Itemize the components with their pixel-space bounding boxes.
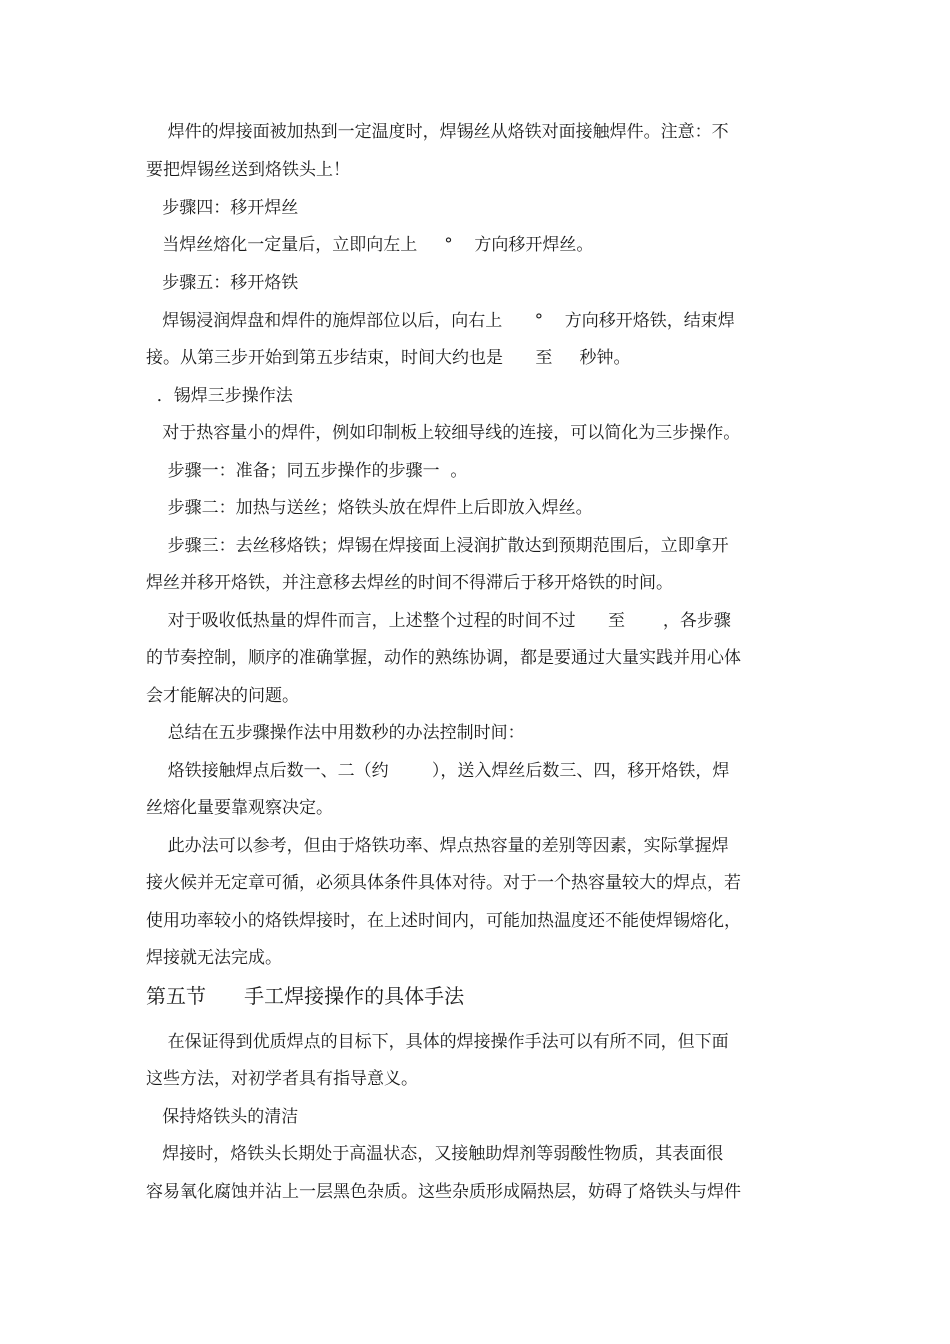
text-line: 对于热容量小的焊件，例如印制板上较细导线的连接，可以简化为三步操作。 [146,423,741,443]
text-line: 烙铁接触焊点后数一、二（约 ），送入焊丝后数三、四，移开烙铁，焊 [146,761,730,781]
text-line: ．锡焊三步操作法 [146,386,293,406]
text-line: 当焊丝熔化一定量后，立即向左上 ° 方向移开焊丝。 [146,235,594,255]
text-line: 总结在五步骤操作法中用数秒的办法控制时间： [146,723,525,743]
text-line: 保持烙铁头的清洁 [146,1107,299,1127]
text-line: 步骤二：加热与送丝；烙铁头放在焊件上后即放入焊丝。 [146,498,593,518]
text-line: 步骤四：移开焊丝 [146,198,299,218]
section-heading: 第五节 手工焊接操作的具体手法 [146,984,465,1008]
text-line: 焊件的焊接面被加热到一定温度时，焊锡丝从烙铁对面接触焊件。注意：不 [146,122,729,142]
text-line: 此办法可以参考，但由于烙铁功率、焊点热容量的差别等因素，实际掌握焊 [146,836,729,856]
text-line: 要把焊锡丝送到烙铁头上！ [146,160,350,180]
text-line: 焊接就无法完成。 [146,948,282,968]
text-line: 焊锡浸润焊盘和焊件的施焊部位以后，向右上 ° 方向移开烙铁，结束焊 [146,311,735,331]
text-line: 接。从第三步开始到第五步结束，时间大约也是 至 秒钟。 [146,348,631,368]
text-line: 对于吸收低热量的焊件而言，上述整个过程的时间不过 至 ，各步骤 [146,611,731,631]
text-line: 的节奏控制，顺序的准确掌握，动作的熟练协调，都是要通过大量实践并用心体 [146,648,741,668]
text-line: 步骤一：准备；同五步操作的步骤一 。 [146,461,468,481]
text-line: 焊丝并移开烙铁，并注意移去焊丝的时间不得滞后于移开烙铁的时间。 [146,573,673,593]
text-line: 步骤三：去丝移烙铁；焊锡在焊接面上浸润扩散达到预期范围后，立即拿开 [146,536,729,556]
text-line: 容易氧化腐蚀并沾上一层黑色杂质。这些杂质形成隔热层，妨碍了烙铁头与焊件 [146,1182,741,1202]
text-line: 焊接时，烙铁头长期处于高温状态，又接触助焊剂等弱酸性物质，其表面很 [146,1144,724,1164]
text-line: 步骤五：移开烙铁 [146,273,299,293]
text-line: 接火候并无定章可循，必须具体条件具体对待。对于一个热容量较大的焊点，若 [146,873,741,893]
text-line: 在保证得到优质焊点的目标下，具体的焊接操作手法可以有所不同，但下面 [146,1032,729,1052]
text-line: 这些方法，对初学者具有指导意义。 [146,1069,418,1089]
text-line: 使用功率较小的烙铁焊接时，在上述时间内，可能加热温度还不能使焊锡熔化， [146,911,741,931]
text-line: 丝熔化量要靠观察决定。 [146,798,333,818]
text-line: 会才能解决的问题。 [146,686,299,706]
